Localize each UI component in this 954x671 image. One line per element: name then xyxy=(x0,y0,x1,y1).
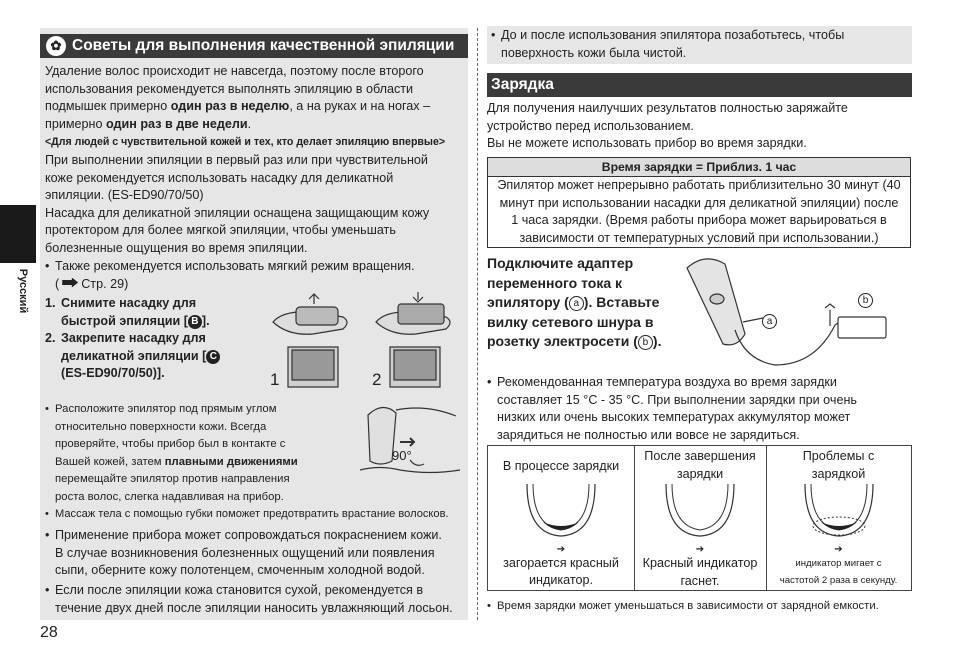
charging-illustration xyxy=(675,250,915,375)
soft-mode-tip: • Также рекомендуется использовать мягкий режим вращения. ( Стр. 29) xyxy=(45,259,415,291)
tips-icon: ✿ xyxy=(46,36,66,56)
intro-text: Удаление волос происходит не навсегда, поэтому после второго использования рекомендуется выполнять эпиляцию в области подмышек примерно один раз в неделю, а на руках и на ногах – примерно один раз в две недели. xyxy=(45,64,431,131)
attachment-c-badge: C xyxy=(206,350,220,364)
steps: 1. Снимите насадку для быстрой эпиляции [ B ]. 2. Закрепите насадку для деликатной эпиляции [ C (ES-ED90/70/50)]. xyxy=(45,295,275,383)
attachment-illustration xyxy=(268,292,463,392)
arrow-down-icon: ➔ xyxy=(695,544,705,555)
arrow-right-icon xyxy=(62,278,78,288)
indicator-on-icon xyxy=(521,480,601,540)
page-number: 28 xyxy=(40,624,58,641)
charging-time-title: Время зарядки = Приблиз. 1 час xyxy=(488,158,910,177)
left-heading-bar xyxy=(40,34,468,58)
angle-illustration xyxy=(350,400,465,475)
label-a: a xyxy=(762,314,777,329)
indicator-off-icon xyxy=(660,480,740,540)
column-divider xyxy=(477,28,478,620)
left-heading: Советы для выполнения качественной эпиляции xyxy=(72,37,455,54)
charging-time-box: Время зарядки = Приблиз. 1 час Эпилятор может непрерывно работать приблизительно 30 минут (40 минут при использовании насадки для деликатной эпиляции) после 1 часа зарядки. (Время работы прибора может варьироваться в зависимости от температурных условий при использовании.) xyxy=(487,157,911,248)
arrow-down-icon: ➔ xyxy=(834,544,843,555)
charging-heading: Зарядка xyxy=(491,76,554,93)
angle-label: 90° xyxy=(392,448,412,463)
capacity-tip: • Время зарядки может уменьшаться в зависимости от зарядной емкости. xyxy=(487,600,879,612)
side-tab-label: Русский xyxy=(17,268,29,314)
attachment-b-badge: B xyxy=(188,315,202,329)
sensitive-text: При выполнении эпиляции в первый раз или при чувствительной коже рекомендуется использовать насадку для деликатной эпиляции. (ES-ED90/70/50) Насадка для деликатной эпиляции оснащена защищающим кожу протектором для более мягкой эпиляции, чтобы уменьшать болезненные ощущения во время эпиляции. xyxy=(45,153,430,255)
dry-tip: • Если после эпиляции кожа становится сухой, рекомендуется в течение двух дней после эпиляции наносить увлажняющий лосьон. xyxy=(45,583,453,615)
massage-tip: • Массаж тела с помощью губки поможет предотвратить врастание волосков. xyxy=(45,508,449,520)
charging-heading-bar xyxy=(487,73,912,97)
temperature-tip: • Рекомендованная температура воздуха во время зарядки составляет 15 °C - 35 °C. При выполнении зарядки при очень низких или очень высоких температурах аккумулятор может зарядиться не полностью или вовсе не зарядиться. xyxy=(487,375,857,442)
indicator-cell-charging: В процессе зарядки ➔ загорается красный индикатор. xyxy=(488,446,635,590)
charging-intro: Для получения наилучших результатов полностью заряжайте устройство перед использованием. Вы не можете использовать прибор во время зарядки. xyxy=(487,101,848,150)
sensitive-heading: <Для людей с чувствительной кожей и тех, кто делает эпиляцию впервые> xyxy=(45,136,446,148)
clean-tip: • До и после использования эпилятора позаботьтесь, чтобы поверхность кожи была чистой. xyxy=(487,26,912,64)
indicator-table xyxy=(487,445,912,591)
indicator-cell-complete: После завершения зарядки ➔ Красный индикатор гаснет. xyxy=(634,446,767,590)
label-b: b xyxy=(858,293,873,308)
arrow-down-icon: ➔ xyxy=(556,543,566,555)
figure-label-2: 2 xyxy=(372,370,382,389)
connect-instructions: Подключите адаптер переменного тока к эпилятору ( a ). Вставьте вилку сетевого шнура в розетку электросети ( b ). xyxy=(487,255,662,349)
figure-label-1: 1 xyxy=(270,370,280,389)
indicator-blink-icon xyxy=(799,480,879,540)
angle-tip: • Расположите эпилятор под прямым углом относительно поверхности кожи. Всегда проверяйте, чтобы прибор был в контакте с Вашей кожей, затем плавными движениями перемещайте эпилятор против направления роста волос, слегка надавливая на прибор. xyxy=(45,403,298,503)
indicator-cell-problem: Проблемы с зарядкой ➔ индикатор мигает с частотой 2 раза в секунду. xyxy=(766,446,911,590)
redness-tip: • Применение прибора может сопровождаться покраснением кожи. В случае возникновения болезненных ощущений или появления сыпи, оберните кожу полотенцем, смоченным холодной водой. xyxy=(45,528,442,577)
